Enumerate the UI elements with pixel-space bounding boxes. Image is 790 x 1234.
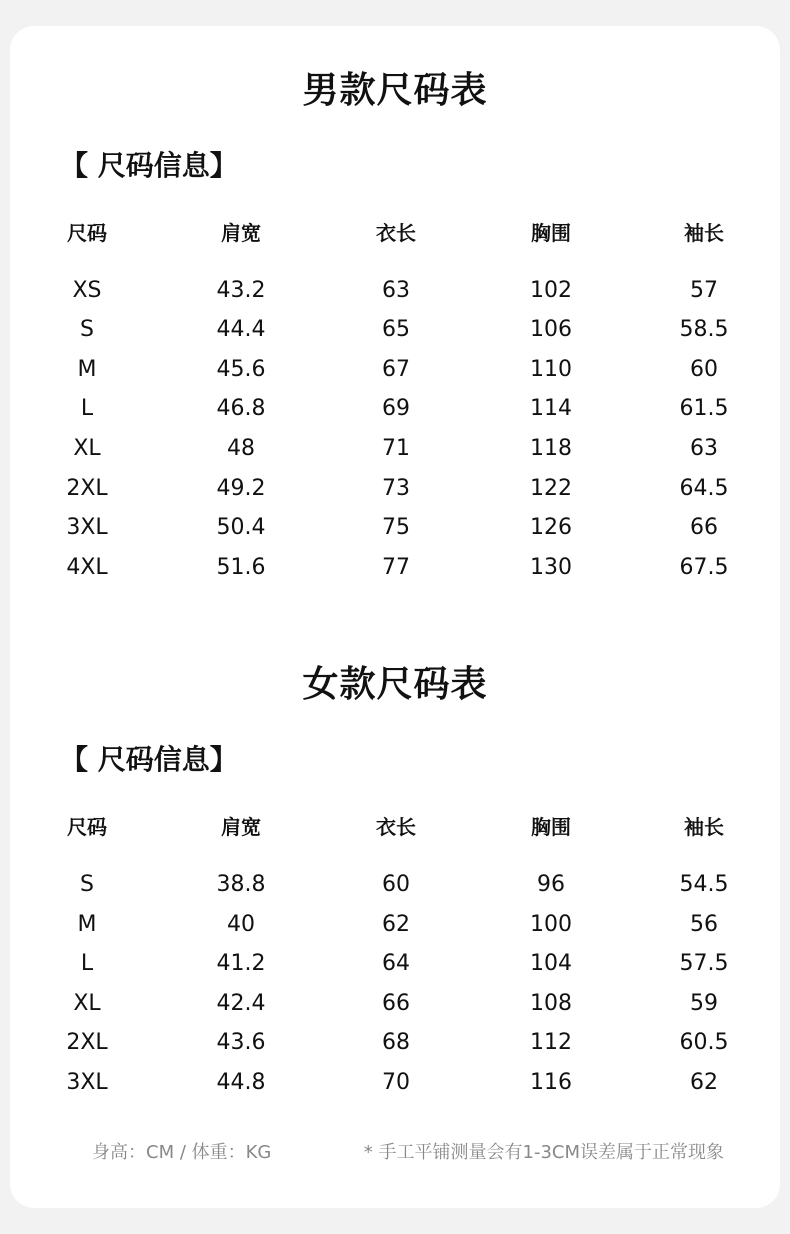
cell-size: 2XL [66, 476, 108, 501]
cell-shoulder: 44.4 [216, 317, 266, 342]
men-size-info-heading: 【 尺码信息】 [60, 149, 238, 182]
table-row [0, 989, 790, 1019]
cell-chest: 118 [530, 436, 572, 461]
table-row [0, 355, 790, 385]
cell-length: 65 [382, 317, 410, 342]
women-section-title: 女款尺码表 [302, 664, 488, 705]
cell-sleeve: 60 [690, 357, 718, 382]
table-row [0, 394, 790, 424]
cell-length: 69 [382, 396, 410, 421]
cell-size: S [80, 317, 94, 342]
men-section-title: 男款尺码表 [302, 70, 488, 111]
cell-sleeve: 57.5 [679, 951, 729, 976]
header-shoulder: 肩宽 [221, 815, 261, 839]
cell-size: XL [73, 436, 101, 461]
cell-chest: 108 [530, 991, 572, 1016]
cell-sleeve: 54.5 [679, 872, 729, 897]
cell-chest: 100 [530, 912, 572, 937]
header-sleeve: 袖长 [684, 221, 724, 245]
cell-length: 75 [382, 515, 410, 540]
table-row [0, 315, 790, 345]
cell-shoulder: 40 [227, 912, 255, 937]
table-row [0, 553, 790, 583]
cell-length: 68 [382, 1030, 410, 1055]
cell-chest: 102 [530, 278, 572, 303]
cell-sleeve: 60.5 [679, 1030, 729, 1055]
table-row [0, 1028, 790, 1058]
cell-shoulder: 43.6 [216, 1030, 266, 1055]
header-sleeve: 袖长 [684, 815, 724, 839]
men-table-header [0, 218, 790, 248]
header-chest: 胸围 [531, 221, 571, 245]
cell-sleeve: 59 [690, 991, 718, 1016]
measurement-error-note: * 手工平铺测量会有1-3CM误差属于正常现象 [363, 1142, 724, 1163]
cell-chest: 106 [530, 317, 572, 342]
cell-shoulder: 49.2 [216, 476, 266, 501]
header-length: 衣长 [376, 815, 416, 839]
units-note: 身高：CM / 体重：KG [92, 1142, 272, 1163]
cell-sleeve: 66 [690, 515, 718, 540]
cell-sleeve: 64.5 [679, 476, 729, 501]
cell-shoulder: 43.2 [216, 278, 266, 303]
cell-sleeve: 57 [690, 278, 718, 303]
cell-chest: 96 [537, 872, 565, 897]
table-row [0, 1068, 790, 1098]
cell-length: 64 [382, 951, 410, 976]
cell-shoulder: 51.6 [216, 555, 266, 580]
cell-sleeve: 67.5 [679, 555, 729, 580]
table-row [0, 434, 790, 464]
cell-length: 67 [382, 357, 410, 382]
cell-size: 4XL [66, 555, 108, 580]
cell-size: 3XL [66, 515, 108, 540]
cell-chest: 130 [530, 555, 572, 580]
cell-chest: 126 [530, 515, 572, 540]
cell-shoulder: 50.4 [216, 515, 266, 540]
cell-length: 77 [382, 555, 410, 580]
cell-size: S [80, 872, 94, 897]
cell-sleeve: 58.5 [679, 317, 729, 342]
header-shoulder: 肩宽 [221, 221, 261, 245]
cell-length: 60 [382, 872, 410, 897]
cell-chest: 116 [530, 1070, 572, 1095]
cell-chest: 104 [530, 951, 572, 976]
cell-size: L [80, 396, 94, 421]
cell-size: 2XL [66, 1030, 108, 1055]
table-row [0, 474, 790, 504]
cell-size: XL [73, 991, 101, 1016]
cell-shoulder: 38.8 [216, 872, 266, 897]
table-row [0, 949, 790, 979]
cell-size: M [77, 912, 97, 937]
cell-sleeve: 63 [690, 436, 718, 461]
cell-shoulder: 45.6 [216, 357, 266, 382]
header-chest: 胸围 [531, 815, 571, 839]
cell-shoulder: 44.8 [216, 1070, 266, 1095]
cell-size: M [77, 357, 97, 382]
cell-shoulder: 46.8 [216, 396, 266, 421]
women-table-header [0, 812, 790, 842]
cell-size: L [80, 951, 94, 976]
header-size: 尺码 [67, 221, 107, 245]
cell-sleeve: 62 [690, 1070, 718, 1095]
cell-chest: 112 [530, 1030, 572, 1055]
cell-length: 71 [382, 436, 410, 461]
cell-length: 66 [382, 991, 410, 1016]
table-row [0, 276, 790, 306]
cell-chest: 122 [530, 476, 572, 501]
cell-sleeve: 56 [690, 912, 718, 937]
cell-size: XS [72, 278, 102, 303]
cell-length: 73 [382, 476, 410, 501]
cell-length: 63 [382, 278, 410, 303]
cell-length: 70 [382, 1070, 410, 1095]
cell-size: 3XL [66, 1070, 108, 1095]
cell-chest: 114 [530, 396, 572, 421]
cell-sleeve: 61.5 [679, 396, 729, 421]
cell-shoulder: 42.4 [216, 991, 266, 1016]
header-size: 尺码 [67, 815, 107, 839]
cell-shoulder: 48 [227, 436, 255, 461]
table-row [0, 513, 790, 543]
cell-chest: 110 [530, 357, 572, 382]
women-size-info-heading: 【 尺码信息】 [60, 743, 238, 776]
header-length: 衣长 [376, 221, 416, 245]
table-row [0, 910, 790, 940]
cell-length: 62 [382, 912, 410, 937]
table-row [0, 870, 790, 900]
cell-shoulder: 41.2 [216, 951, 266, 976]
